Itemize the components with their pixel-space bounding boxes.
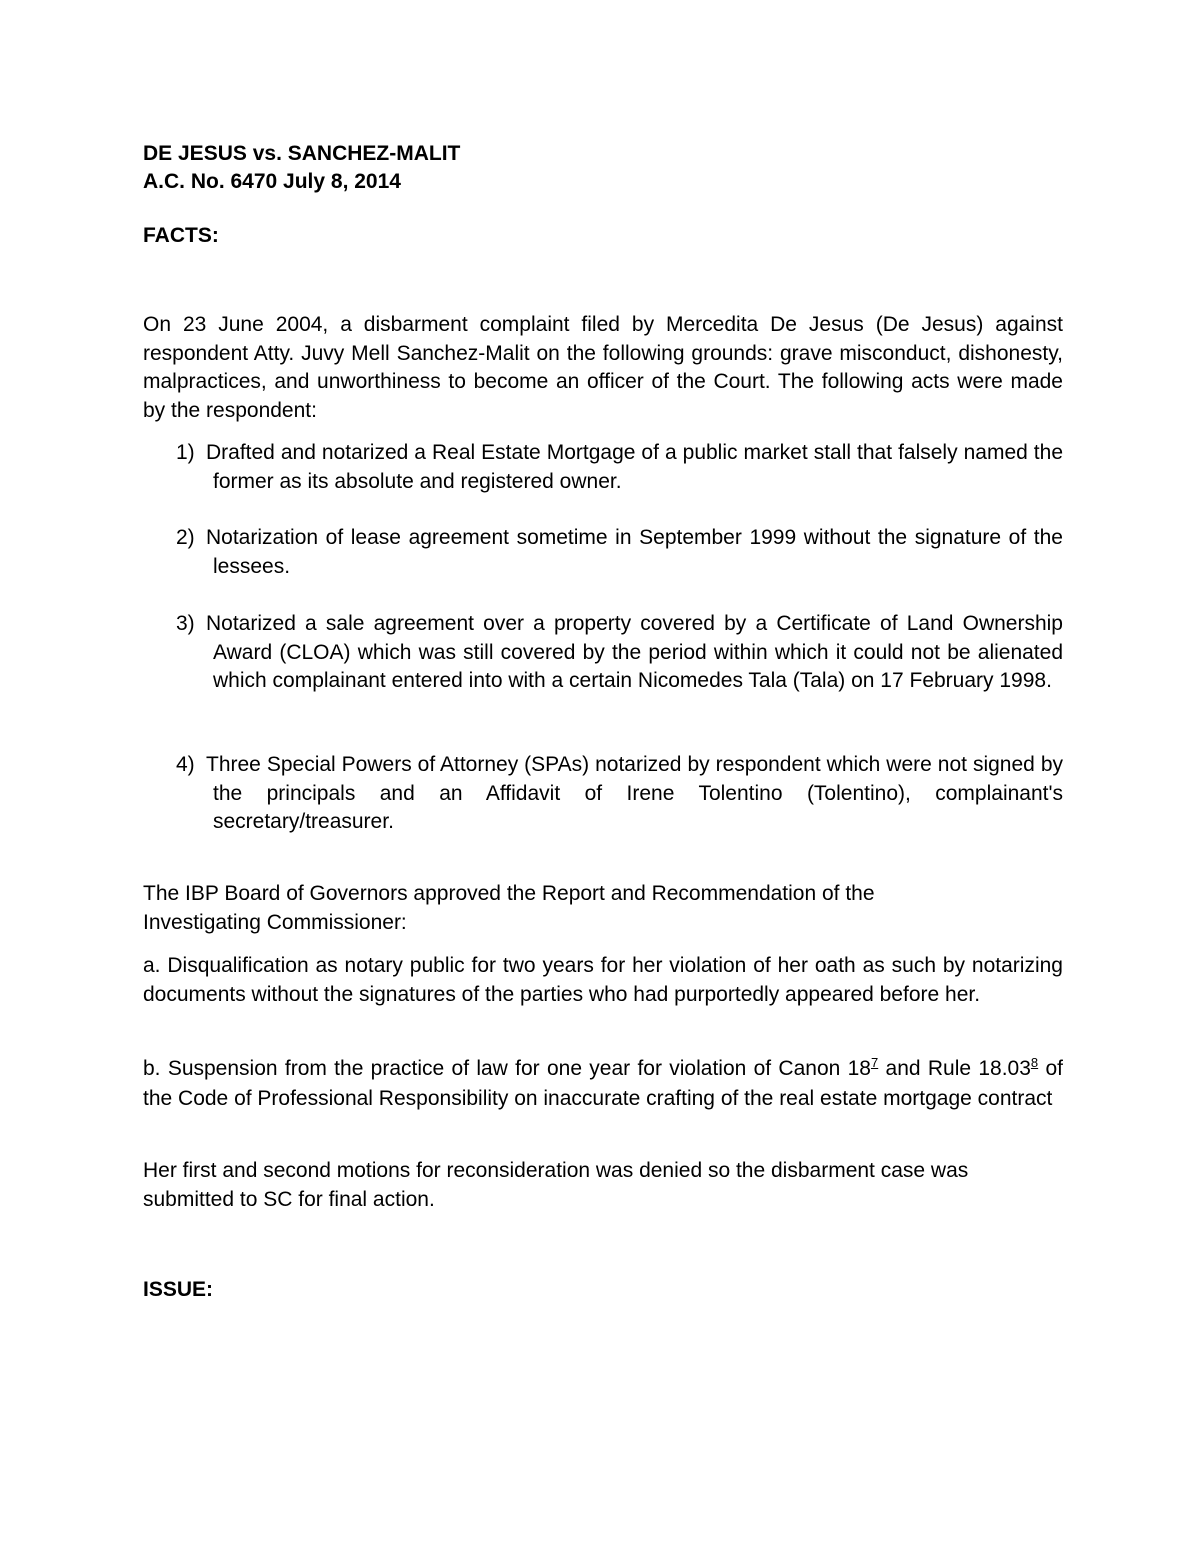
list-item-text: Three Special Powers of Attorney (SPAs) notarized by respondent which were not signed by the principals and an Affidavit of Irene Tolentino (Tolentino), complainant's secretary/treasurer. bbox=[206, 753, 1063, 833]
footnote-marker[interactable]: 8 bbox=[1030, 1055, 1039, 1070]
list-item bbox=[176, 524, 1063, 581]
facts-heading: FACTS: bbox=[143, 224, 219, 247]
recommendation-b-text-2: and Rule 18.03 bbox=[878, 1057, 1031, 1080]
case-number: A.C. No. 6470 July 8, 2014 bbox=[143, 170, 401, 193]
list-item bbox=[176, 751, 1063, 837]
list-item-number: 2) bbox=[176, 526, 195, 549]
recommendation-b-text-1: b. Suspension from the practice of law for one year for violation of Canon 18 bbox=[143, 1057, 871, 1080]
case-title: DE JESUS vs. SANCHEZ-MALIT bbox=[143, 142, 461, 165]
list-item-number: 4) bbox=[176, 753, 195, 776]
conclusion-paragraph: Her first and second motions for reconsideration was denied so the disbarment case was submitted to SC for final action. bbox=[143, 1159, 969, 1211]
list-item bbox=[176, 439, 1063, 496]
recommendation-b bbox=[143, 1054, 1063, 1114]
recommendation-a: a. Disqualification as notary public for two years for her violation of her oath as such by notarizing documents without the signatures of the parties who had purportedly appeared before her. bbox=[143, 954, 1063, 1006]
list-item-text: Drafted and notarized a Real Estate Mortgage of a public market stall that falsely named the former as its absolute and registered owner. bbox=[206, 441, 1063, 493]
list-item-text: Notarized a sale agreement over a property covered by a Certificate of Land Ownership Award (CLOA) which was still covered by the period within which it could not be alienated which complainant entered into with a certain Nicomedes Tala (Tala) on 17 February 1998. bbox=[206, 612, 1063, 692]
list-item-text: Notarization of lease agreement sometime in September 1999 without the signature of the lessees. bbox=[206, 526, 1063, 578]
list-item-number: 1) bbox=[176, 441, 195, 464]
list-item bbox=[176, 610, 1063, 696]
list-item-number: 3) bbox=[176, 612, 195, 635]
recommendation-b-text-3: of the Code of Professional Responsibility on inaccurate crafting of the real estate mortgage contract bbox=[143, 1057, 1063, 1110]
ibp-intro-paragraph: The IBP Board of Governors approved the Report and Recommendation of the Investigating Commissioner: bbox=[143, 882, 875, 934]
footnote-marker[interactable]: 7 bbox=[870, 1055, 879, 1070]
facts-intro-paragraph: On 23 June 2004, a disbarment complaint filed by Mercedita De Jesus (De Jesus) against respondent Atty. Juvy Mell Sanchez-Malit on the following grounds: grave misconduct, dishonesty, malpractices, and unworthiness to become an officer of the Court. The following acts were made by the respondent: bbox=[143, 313, 1063, 422]
issue-heading: ISSUE: bbox=[143, 1278, 214, 1301]
